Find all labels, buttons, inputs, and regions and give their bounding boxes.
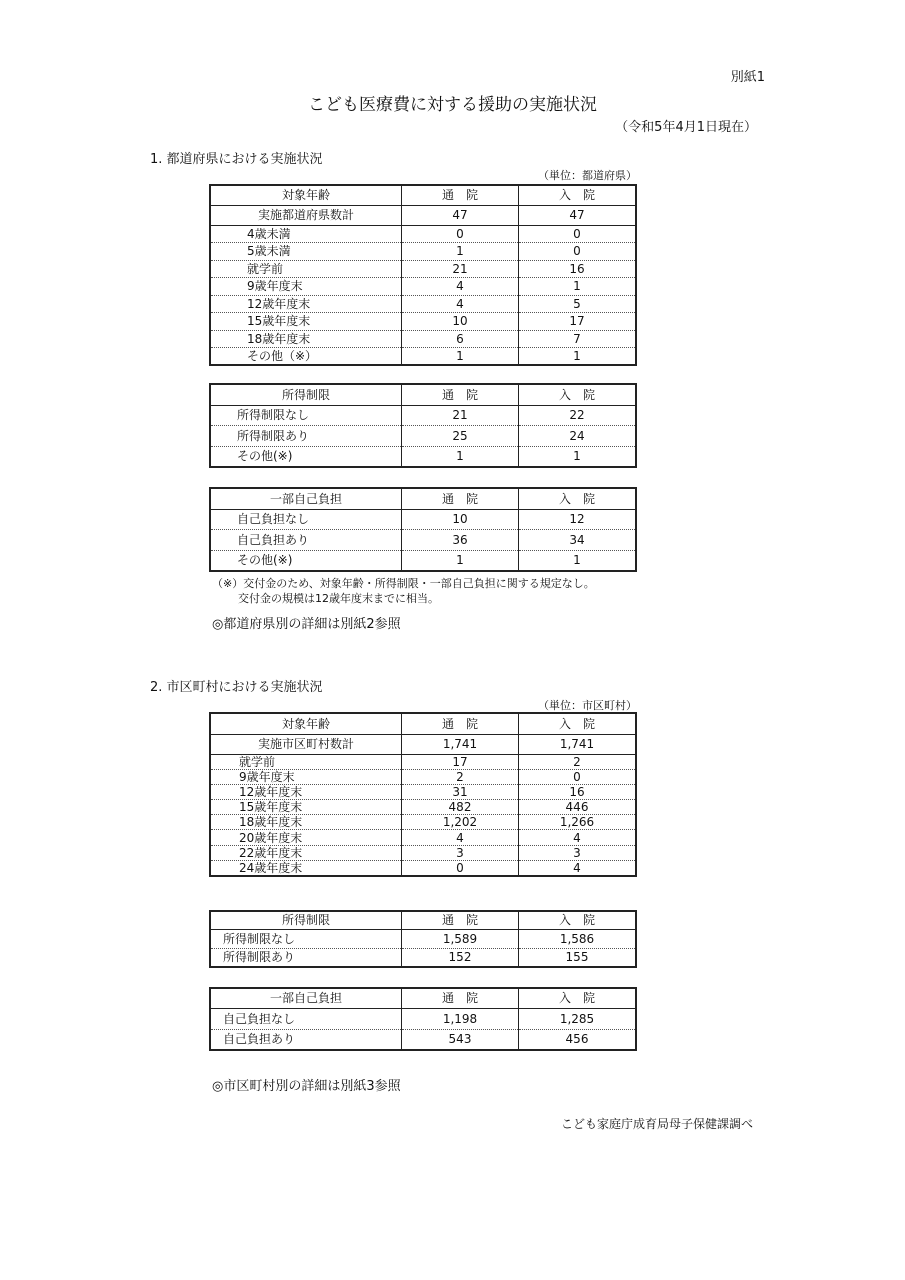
outpatient-cell: 4 <box>402 830 519 845</box>
outpatient-cell: 6 <box>402 330 519 348</box>
table-row <box>210 830 636 845</box>
label-cell: 自己負担あり <box>223 1032 296 1047</box>
table-total-row <box>210 205 636 225</box>
label-cell: 9歳年度末 <box>210 278 402 296</box>
table-header-row <box>210 384 636 405</box>
outpatient-cell: 17 <box>402 754 519 769</box>
section2-reference: ◎市区町村別の詳細は別紙3参照 <box>212 1079 401 1094</box>
outpatient-cell: 1,202 <box>402 815 519 830</box>
inpatient-cell: 22 <box>519 405 637 426</box>
label-cell: 24歳年度末 <box>239 860 303 875</box>
label-cell: 所得制限 <box>210 384 402 405</box>
outpatient-cell: 10 <box>402 313 519 331</box>
inpatient-cell: 入 院 <box>519 988 637 1008</box>
inpatient-cell: 446 <box>519 800 637 815</box>
outpatient-cell: 482 <box>402 800 519 815</box>
label-cell: 18歳年度末 <box>210 815 402 830</box>
outpatient-cell: 4 <box>402 278 519 296</box>
table-row <box>210 509 636 530</box>
inpatient-cell: 1 <box>519 550 637 571</box>
municipality-income-limit-table <box>209 910 637 968</box>
label-cell: 18歳年度末 <box>210 330 402 348</box>
table-row <box>210 313 636 331</box>
label-cell: 所得制限あり <box>210 426 402 447</box>
table-row <box>210 769 636 784</box>
label-cell: 4歳未満 <box>210 225 402 243</box>
outpatient-cell: 152 <box>402 948 519 967</box>
label-cell: 所得制限あり <box>223 950 296 965</box>
outpatient-cell: 543 <box>402 1029 519 1050</box>
outpatient-cell: 1,741 <box>402 734 519 754</box>
as-of-date: （令和5年4月1日現在） <box>615 120 757 135</box>
table-row <box>210 929 636 948</box>
outpatient-cell: 47 <box>402 205 519 225</box>
section1-reference: ◎都道府県別の詳細は別紙2参照 <box>212 617 401 632</box>
table-row <box>210 784 636 799</box>
label-cell: 所得制限 <box>210 911 402 929</box>
label-cell: 9歳年度末 <box>210 769 402 784</box>
outpatient-cell: 0 <box>402 225 519 243</box>
outpatient-cell: 通 院 <box>402 488 519 509</box>
outpatient-cell: 25 <box>402 426 519 447</box>
table-row <box>210 1008 636 1029</box>
table-header-row <box>210 911 636 929</box>
table-row <box>210 260 636 278</box>
outpatient-cell: 通 院 <box>402 185 519 205</box>
municipality-copay-table <box>209 987 637 1051</box>
table-header-row <box>210 988 636 1008</box>
attachment-label: 別紙1 <box>730 70 765 85</box>
outpatient-cell: 通 院 <box>402 713 519 734</box>
table-row <box>210 243 636 261</box>
prefecture-income-limit-table <box>209 383 637 468</box>
table-row <box>210 800 636 815</box>
table-total-row <box>210 734 636 754</box>
outpatient-cell: 1,589 <box>402 929 519 948</box>
outpatient-cell: 31 <box>402 784 519 799</box>
inpatient-cell: 1 <box>519 446 637 467</box>
outpatient-cell: 通 院 <box>402 384 519 405</box>
table-row <box>210 754 636 769</box>
outpatient-cell: 1,198 <box>402 1008 519 1029</box>
prefecture-age-table <box>209 184 637 366</box>
table-row <box>210 530 636 551</box>
label-cell: 自己負担あり <box>210 530 402 551</box>
section2-heading: 2. 市区町村における実施状況 <box>150 680 323 695</box>
outpatient-cell: 1 <box>402 446 519 467</box>
label-cell: 実施市区町村数計 <box>210 734 402 754</box>
inpatient-cell: 5 <box>519 295 637 313</box>
inpatient-cell: 47 <box>519 205 637 225</box>
page-title: こども医療費に対する援助の実施状況 <box>308 95 597 115</box>
inpatient-cell: 3 <box>519 845 637 860</box>
label-cell: 対象年齢 <box>210 713 402 734</box>
outpatient-cell: 21 <box>402 260 519 278</box>
table-row <box>210 330 636 348</box>
inpatient-cell: 24 <box>519 426 637 447</box>
table-row <box>210 225 636 243</box>
table-row <box>210 550 636 571</box>
inpatient-cell: 456 <box>519 1029 637 1050</box>
label-cell: 自己負担なし <box>210 509 402 530</box>
inpatient-cell: 1 <box>519 278 637 296</box>
label-cell: 所得制限なし <box>210 405 402 426</box>
inpatient-cell: 7 <box>519 330 637 348</box>
label-cell: 実施都道府県数計 <box>210 205 402 225</box>
outpatient-cell: 2 <box>402 769 519 784</box>
table-row <box>210 815 636 830</box>
table-header-row <box>210 488 636 509</box>
inpatient-cell: 1 <box>519 348 637 366</box>
table-row <box>210 278 636 296</box>
inpatient-cell: 0 <box>519 225 637 243</box>
outpatient-cell: 0 <box>402 860 519 875</box>
label-cell: 一部自己負担 <box>210 988 402 1008</box>
table-row <box>210 295 636 313</box>
inpatient-cell: 入 院 <box>519 488 637 509</box>
inpatient-cell: 0 <box>519 769 637 784</box>
table-row <box>210 1029 636 1050</box>
label-cell: 就学前 <box>210 260 402 278</box>
inpatient-cell: 1,586 <box>519 929 637 948</box>
inpatient-cell: 1,285 <box>519 1008 637 1029</box>
inpatient-cell: 17 <box>519 313 637 331</box>
outpatient-cell: 3 <box>402 845 519 860</box>
inpatient-cell: 0 <box>519 243 637 261</box>
table-row <box>210 948 636 967</box>
municipality-age-table <box>209 712 637 877</box>
label-cell: 就学前 <box>210 754 402 769</box>
label-cell: 5歳未満 <box>210 243 402 261</box>
inpatient-cell: 1,266 <box>519 815 637 830</box>
inpatient-cell: 入 院 <box>519 911 637 929</box>
label-cell: その他（※） <box>247 349 318 363</box>
source-footer: こども家庭庁成育局母子保健課調べ <box>560 1117 753 1131</box>
inpatient-cell: 入 院 <box>519 384 637 405</box>
label-cell: 22歳年度末 <box>210 845 402 860</box>
inpatient-cell: 12 <box>519 509 637 530</box>
inpatient-cell: 4 <box>519 860 637 875</box>
footnote-line1: （※）交付金のため、対象年齢・所得制限・一部自己負担に関する規定なし。 <box>212 577 595 590</box>
table-row <box>210 348 636 366</box>
outpatient-cell: 1 <box>402 243 519 261</box>
label-cell: その他(※) <box>237 553 293 567</box>
table-header-row <box>210 713 636 734</box>
outpatient-cell: 21 <box>402 405 519 426</box>
inpatient-cell: 34 <box>519 530 637 551</box>
section1-unit: （単位：都道府県） <box>538 169 637 182</box>
table-row <box>210 426 636 447</box>
table-row <box>210 845 636 860</box>
label-cell: 所得制限なし <box>210 929 402 948</box>
footnote-line2: 交付金の規模は12歳年度末までに相当。 <box>238 592 439 605</box>
label-cell: 15歳年度末 <box>210 313 402 331</box>
inpatient-cell: 155 <box>519 948 637 967</box>
inpatient-cell: 4 <box>519 830 637 845</box>
inpatient-cell: 1,741 <box>519 734 637 754</box>
outpatient-cell: 1 <box>402 348 519 366</box>
table-row <box>210 405 636 426</box>
label-cell: 自己負担なし <box>210 1008 402 1029</box>
label-cell: 20歳年度末 <box>210 830 402 845</box>
section2-unit: （単位：市区町村） <box>538 699 637 712</box>
label-cell: 対象年齢 <box>210 185 402 205</box>
inpatient-cell: 2 <box>519 754 637 769</box>
table-row <box>210 446 636 467</box>
table-header-row <box>210 185 636 205</box>
outpatient-cell: 4 <box>402 295 519 313</box>
outpatient-cell: 10 <box>402 509 519 530</box>
section1-heading: 1. 都道府県における実施状況 <box>150 152 323 167</box>
inpatient-cell: 入 院 <box>519 185 637 205</box>
label-cell: 15歳年度末 <box>210 800 402 815</box>
table-row <box>210 860 636 875</box>
prefecture-copay-table <box>209 487 637 572</box>
outpatient-cell: 36 <box>402 530 519 551</box>
inpatient-cell: 16 <box>519 784 637 799</box>
label-cell: 12歳年度末 <box>210 295 402 313</box>
outpatient-cell: 通 院 <box>402 911 519 929</box>
outpatient-cell: 1 <box>402 550 519 571</box>
inpatient-cell: 16 <box>519 260 637 278</box>
outpatient-cell: 通 院 <box>402 988 519 1008</box>
label-cell: 一部自己負担 <box>210 488 402 509</box>
inpatient-cell: 入 院 <box>519 713 637 734</box>
label-cell: その他(※) <box>237 449 293 463</box>
label-cell: 12歳年度末 <box>210 784 402 799</box>
